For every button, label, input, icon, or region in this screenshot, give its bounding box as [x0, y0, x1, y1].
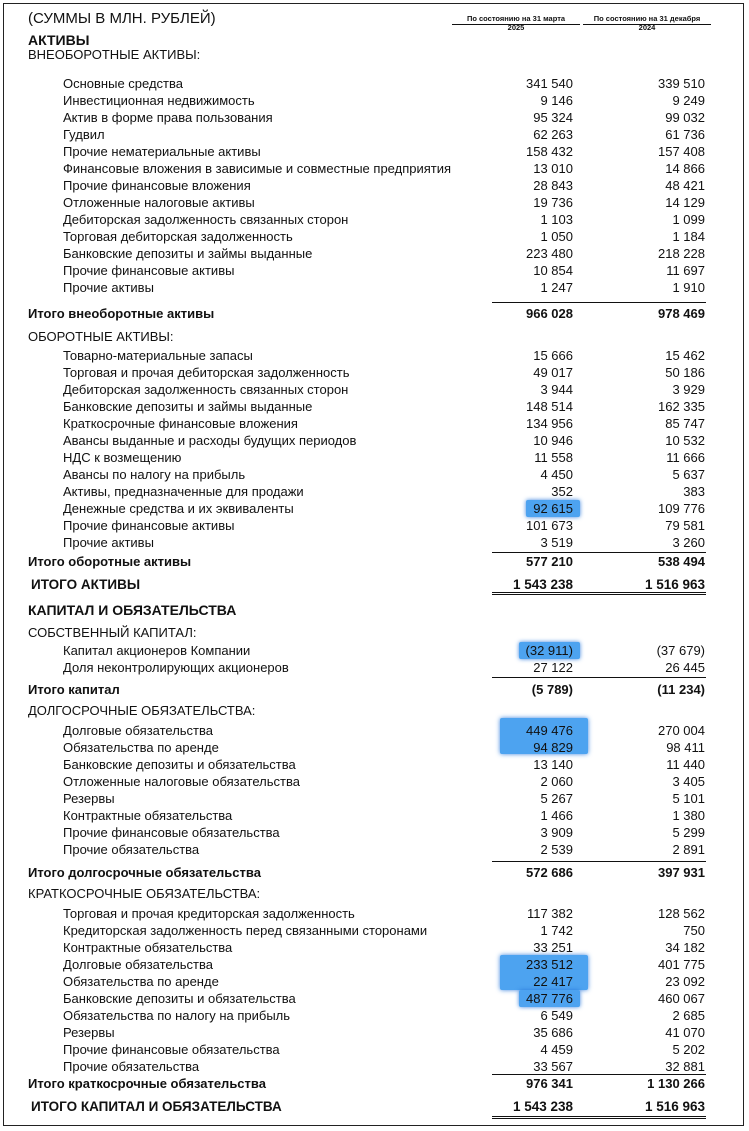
row-label: Дебиторская задолженность связанных сторон — [63, 382, 349, 397]
table-row — [0, 177, 749, 194]
table-row — [0, 864, 749, 881]
value-2025: 1 742 — [540, 923, 573, 938]
value-2024: 98 411 — [666, 740, 705, 755]
row-label: ВНЕОБОРОТНЫЕ АКТИВЫ: — [28, 47, 201, 62]
value-2024: 750 — [683, 923, 705, 938]
grand-total-double-rule — [492, 592, 706, 595]
value-2025: 35 686 — [533, 1025, 573, 1040]
value-2025: 13 140 — [533, 757, 573, 772]
total-rule — [492, 1074, 706, 1075]
value-2025: 966 028 — [526, 306, 573, 321]
value-2024: 397 931 — [658, 865, 705, 880]
row-label: Контрактные обязательства — [63, 808, 233, 823]
value-2024: 15 462 — [665, 348, 705, 363]
value-2025: 6 549 — [540, 1008, 573, 1023]
table-row — [0, 576, 749, 593]
row-label: Активы, предназначенные для продажи — [63, 484, 304, 499]
value-2024: 538 494 — [658, 554, 705, 569]
table-row — [0, 841, 749, 858]
total-rule — [492, 677, 706, 678]
value-2024: 14 866 — [665, 161, 705, 176]
row-label: Обязательства по аренде — [63, 974, 219, 989]
total-rule — [492, 302, 706, 303]
value-2024: 460 067 — [658, 991, 705, 1006]
table-row — [0, 398, 749, 415]
row-label: Резервы — [63, 791, 115, 806]
table-row — [0, 553, 749, 570]
row-label: Итого капитал — [28, 682, 120, 697]
column-header-2025 — [452, 14, 580, 32]
row-label: Отложенные налоговые обязательства — [63, 774, 300, 789]
value-2025: (32 911) — [519, 642, 580, 659]
row-label: Обязательства по налогу на прибыль — [63, 1008, 291, 1023]
value-2025: 49 017 — [533, 365, 573, 380]
value-2024: 3 929 — [672, 382, 705, 397]
value-2025: 2 060 — [540, 774, 573, 789]
grand-total-double-rule — [492, 1116, 706, 1119]
value-2025: 101 673 — [526, 518, 573, 533]
table-row — [0, 415, 749, 432]
table-row — [0, 305, 749, 322]
row-label: Кредиторская задолженность перед связанными сторонами — [63, 923, 428, 938]
value-2025: 572 686 — [526, 865, 573, 880]
value-2025: 33 567 — [533, 1059, 573, 1074]
value-2025: 3 519 — [540, 535, 573, 550]
value-2024: 3 260 — [672, 535, 705, 550]
row-label: Основные средства — [63, 76, 183, 91]
value-2025: 19 736 — [533, 195, 573, 210]
table-row — [0, 702, 749, 719]
row-label: Авансы выданные и расходы будущих периодов — [63, 433, 357, 448]
table-row — [0, 602, 749, 619]
row-label: Прочие финансовые активы — [63, 263, 235, 278]
table-row — [0, 956, 749, 973]
row-label: Доля неконтролирующих акционеров — [63, 660, 289, 675]
value-2024: 383 — [683, 484, 705, 499]
table-row — [0, 973, 749, 990]
value-2024: 1 130 266 — [647, 1076, 705, 1091]
row-label: Прочие финансовые вложения — [63, 178, 251, 193]
row-label: КРАТКОСРОЧНЫЕ ОБЯЗАТЕЛЬСТВА: — [28, 886, 261, 901]
row-label: Денежные средства и их эквиваленты — [63, 501, 294, 516]
value-2024: 401 775 — [658, 957, 705, 972]
value-2024: (37 679) — [656, 643, 705, 658]
value-2024: (11 234) — [657, 682, 705, 697]
value-2024: 5 202 — [672, 1042, 705, 1057]
table-row — [0, 143, 749, 160]
value-2025: 11 558 — [534, 450, 573, 465]
table-row — [0, 1007, 749, 1024]
value-2025: 3 909 — [540, 825, 573, 840]
table-row — [0, 466, 749, 483]
table-row — [0, 126, 749, 143]
value-2024: 26 445 — [665, 660, 705, 675]
table-row — [0, 1024, 749, 1041]
value-2025: 976 341 — [526, 1076, 573, 1091]
value-2024: 2 891 — [672, 842, 705, 857]
row-label: Актив в форме права пользования — [63, 110, 273, 125]
value-2024: 218 228 — [658, 246, 705, 261]
table-row — [0, 347, 749, 364]
row-label: Итого внеоборотные активы — [28, 306, 215, 321]
value-2024: 2 685 — [672, 1008, 705, 1023]
table-row — [0, 483, 749, 500]
value-2025: 2 539 — [540, 842, 573, 857]
table-row — [0, 109, 749, 126]
table-row — [0, 807, 749, 824]
table-row — [0, 773, 749, 790]
row-label: Прочие финансовые обязательства — [63, 1042, 280, 1057]
value-2025: 487 776 — [519, 990, 580, 1007]
value-2025: 1 103 — [540, 212, 573, 227]
value-2025: 4 450 — [540, 467, 573, 482]
row-label: Гудвил — [63, 127, 105, 142]
value-2024: 3 405 — [672, 774, 705, 789]
table-row — [0, 905, 749, 922]
row-label: Прочие финансовые активы — [63, 518, 235, 533]
value-2025: 577 210 — [526, 554, 573, 569]
value-2024: 978 469 — [658, 306, 705, 321]
row-label: НДС к возмещению — [63, 450, 182, 465]
row-label: Инвестиционная недвижимость — [63, 93, 255, 108]
row-label: Прочие нематериальные активы — [63, 144, 261, 159]
table-row — [0, 824, 749, 841]
value-2025: 5 267 — [540, 791, 573, 806]
value-2025: 1 543 238 — [512, 1099, 573, 1114]
table-row — [0, 990, 749, 1007]
row-label: Контрактные обязательства — [63, 940, 233, 955]
table-row — [0, 722, 749, 739]
value-2025: 223 480 — [526, 246, 573, 261]
table-row — [0, 756, 749, 773]
table-row — [0, 681, 749, 698]
row-label: АКТИВЫ — [28, 32, 90, 48]
row-label: Итого долгосрочные обязательства — [28, 865, 261, 880]
table-row — [0, 1098, 749, 1115]
table-row — [0, 642, 749, 659]
row-label: Авансы по налогу на прибыль — [63, 467, 246, 482]
value-2024: 109 776 — [658, 501, 705, 516]
value-2025: 449 476 — [526, 723, 573, 738]
row-label: Прочие активы — [63, 535, 154, 550]
value-2025: 1 466 — [540, 808, 573, 823]
column-header-date: По состоянию на 31 декабря — [593, 14, 701, 23]
value-2024: 5 101 — [672, 791, 705, 806]
value-2024: 50 186 — [665, 365, 705, 380]
value-2024: 79 581 — [665, 518, 705, 533]
row-label: Дебиторская задолженность связанных сторон — [63, 212, 349, 227]
row-label: Торговая и прочая дебиторская задолженность — [63, 365, 350, 380]
value-2024: 1 516 963 — [644, 577, 705, 592]
value-2024: 14 129 — [665, 195, 705, 210]
table-row — [0, 92, 749, 109]
value-2024: 11 440 — [666, 757, 705, 772]
row-label: Итого краткосрочные обязательства — [28, 1076, 266, 1091]
value-2024: 5 637 — [672, 467, 705, 482]
value-2025: 158 432 — [526, 144, 573, 159]
table-row — [0, 922, 749, 939]
value-2025: (5 789) — [531, 682, 573, 697]
row-label: Банковские депозиты и обязательства — [63, 991, 296, 1006]
row-label: Краткосрочные финансовые вложения — [63, 416, 298, 431]
row-label: СОБСТВЕННЫЙ КАПИТАЛ: — [28, 625, 197, 640]
value-2025: 27 122 — [533, 660, 573, 675]
value-2024: 128 562 — [658, 906, 705, 921]
row-label: Товарно-материальные запасы — [63, 348, 253, 363]
value-2025: 3 944 — [540, 382, 573, 397]
table-row — [0, 1058, 749, 1075]
column-header-date: По состоянию на 31 марта — [466, 14, 566, 23]
value-2025: 341 540 — [526, 76, 573, 91]
row-label: Резервы — [63, 1025, 115, 1040]
value-2025: 4 459 — [540, 1042, 573, 1057]
table-row — [0, 624, 749, 641]
table-row — [0, 659, 749, 676]
row-label: Итого оборотные активы — [28, 554, 192, 569]
row-label: Капитал акционеров Компании — [63, 643, 251, 658]
table-row — [0, 279, 749, 296]
table-row — [0, 739, 749, 756]
table-row — [0, 517, 749, 534]
table-row — [0, 1041, 749, 1058]
row-label: Обязательства по аренде — [63, 740, 219, 755]
value-2024: 1 184 — [672, 229, 705, 244]
value-2025: 62 263 — [533, 127, 573, 142]
table-row — [0, 262, 749, 279]
row-label: Отложенные налоговые активы — [63, 195, 255, 210]
units-caption: (СУММЫ В МЛН. РУБЛЕЙ) — [28, 10, 216, 27]
total-rule — [492, 552, 706, 553]
value-2025: 10 854 — [533, 263, 573, 278]
row-label: Торговая и прочая кредиторская задолженность — [63, 906, 355, 921]
row-label: ДОЛГОСРОЧНЫЕ ОБЯЗАТЕЛЬСТВА: — [28, 703, 256, 718]
table-row — [0, 381, 749, 398]
row-label: Прочие обязательства — [63, 1059, 200, 1074]
row-label: Прочие активы — [63, 280, 154, 295]
value-2025: 15 666 — [533, 348, 573, 363]
value-2025: 1 543 238 — [512, 577, 573, 592]
row-label: Банковские депозиты и займы выданные — [63, 246, 313, 261]
table-row — [0, 328, 749, 345]
value-2024: 1 380 — [672, 808, 705, 823]
value-2024: 61 736 — [665, 127, 705, 142]
total-rule — [492, 861, 706, 862]
value-2025: 94 829 — [533, 740, 573, 755]
table-row — [0, 500, 749, 517]
value-2025: 148 514 — [526, 399, 573, 414]
value-2025: 28 843 — [533, 178, 573, 193]
column-header-year: 2024 — [638, 23, 656, 32]
value-2025: 117 382 — [526, 906, 573, 921]
row-label: КАПИТАЛ И ОБЯЗАТЕЛЬСТВА — [28, 602, 237, 618]
value-2024: 23 092 — [665, 974, 705, 989]
value-2024: 34 182 — [665, 940, 705, 955]
table-row — [0, 432, 749, 449]
value-2024: 1 099 — [672, 212, 705, 227]
value-2025: 1 247 — [540, 280, 573, 295]
value-2024: 32 881 — [665, 1059, 705, 1074]
value-2025: 134 956 — [526, 416, 573, 431]
table-row — [0, 194, 749, 211]
value-2024: 339 510 — [658, 76, 705, 91]
table-row — [0, 245, 749, 262]
table-row — [0, 449, 749, 466]
value-2024: 85 747 — [665, 416, 705, 431]
value-2025: 22 417 — [533, 974, 573, 989]
table-row — [0, 1075, 749, 1092]
column-header-2024 — [583, 14, 711, 32]
value-2025: 33 251 — [533, 940, 573, 955]
row-label: ИТОГО КАПИТАЛ И ОБЯЗАТЕЛЬСТВА — [31, 1099, 282, 1114]
value-2025: 95 324 — [533, 110, 573, 125]
row-label: Долговые обязательства — [63, 723, 214, 738]
value-2024: 11 697 — [666, 263, 705, 278]
row-label: Прочие обязательства — [63, 842, 200, 857]
table-row — [0, 790, 749, 807]
value-2024: 41 070 — [665, 1025, 705, 1040]
row-label: Прочие финансовые обязательства — [63, 825, 280, 840]
row-label: Банковские депозиты и займы выданные — [63, 399, 313, 414]
value-2025: 352 — [551, 484, 573, 499]
value-2024: 1 910 — [672, 280, 705, 295]
row-label: Торговая дебиторская задолженность — [63, 229, 293, 244]
value-2025: 9 146 — [540, 93, 573, 108]
value-2025: 10 946 — [533, 433, 573, 448]
table-row — [0, 939, 749, 956]
table-row — [0, 228, 749, 245]
value-2024: 5 299 — [672, 825, 705, 840]
value-2025: 233 512 — [526, 957, 573, 972]
table-row — [0, 211, 749, 228]
value-2024: 48 421 — [665, 178, 705, 193]
value-2024: 9 249 — [672, 93, 705, 108]
row-label: Банковские депозиты и обязательства — [63, 757, 296, 772]
value-2024: 99 032 — [665, 110, 705, 125]
row-label: ИТОГО АКТИВЫ — [31, 577, 141, 592]
value-2024: 157 408 — [658, 144, 705, 159]
table-row — [0, 364, 749, 381]
column-header-year: 2025 — [507, 23, 525, 32]
row-label: Финансовые вложения в зависимые и совместные предприятия — [63, 161, 452, 176]
row-label: ОБОРОТНЫЕ АКТИВЫ: — [28, 329, 174, 344]
table-row — [0, 75, 749, 92]
table-row — [0, 160, 749, 177]
value-2025: 92 615 — [526, 500, 580, 517]
value-2024: 162 335 — [658, 399, 705, 414]
table-row — [0, 885, 749, 902]
value-2024: 270 004 — [658, 723, 705, 738]
value-2025: 1 050 — [540, 229, 573, 244]
value-2024: 10 532 — [665, 433, 705, 448]
row-label: Долговые обязательства — [63, 957, 214, 972]
value-2025: 13 010 — [533, 161, 573, 176]
table-row — [0, 534, 749, 551]
value-2024: 11 666 — [666, 450, 705, 465]
table-row — [0, 46, 749, 63]
value-2024: 1 516 963 — [644, 1099, 705, 1114]
